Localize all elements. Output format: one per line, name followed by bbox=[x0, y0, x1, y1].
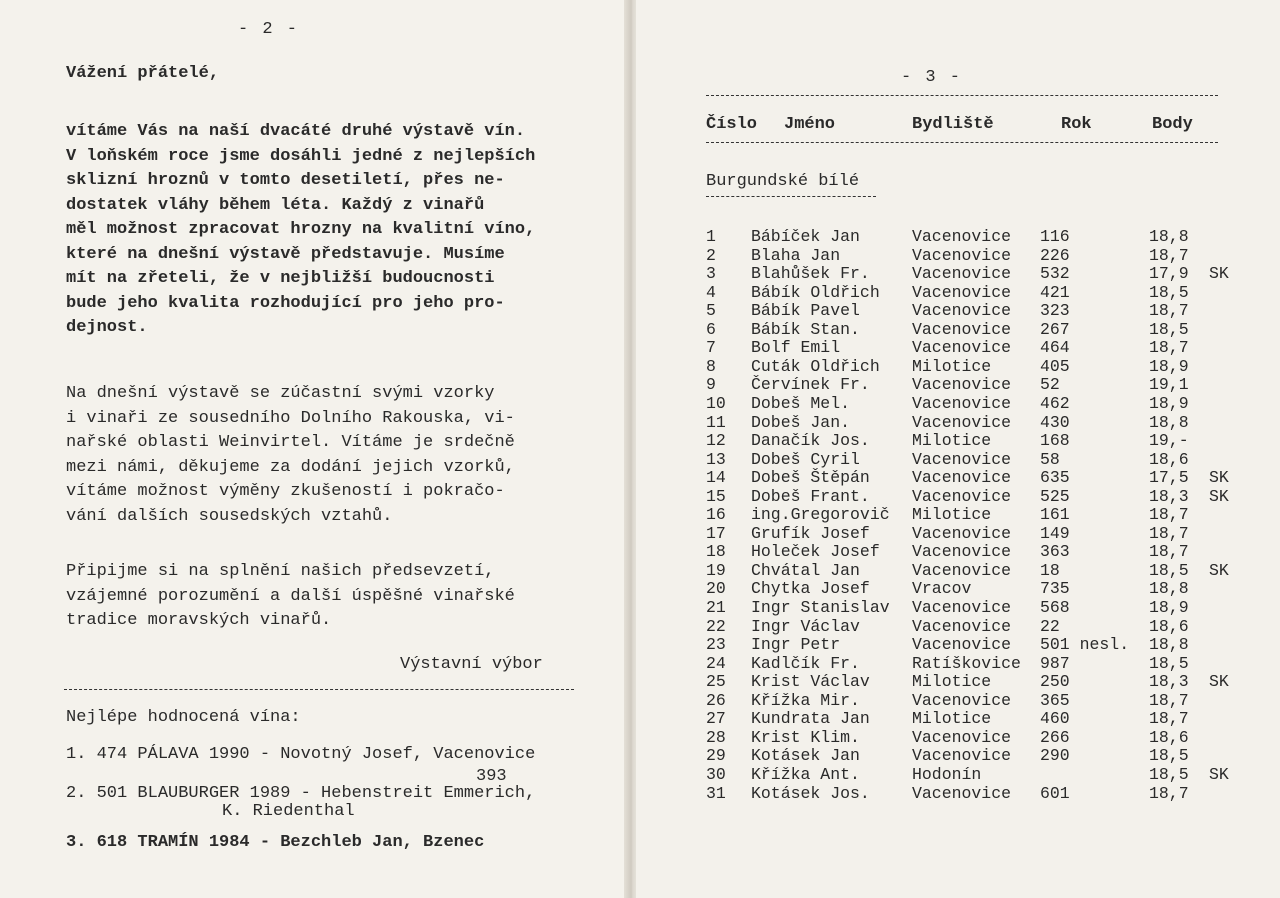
score: 18,5 bbox=[1149, 282, 1189, 302]
sample-number: 525 bbox=[1040, 486, 1070, 506]
exhibitor-name: Dobeš Štěpán bbox=[751, 468, 870, 488]
paragraph-1 bbox=[66, 120, 606, 341]
exhibitor-name: Křížka Mir. bbox=[751, 690, 860, 710]
sample-number: 22 bbox=[1040, 616, 1060, 636]
exhibitor-name: Ingr Stanislav bbox=[751, 598, 890, 617]
residence: Vacenovice bbox=[912, 468, 1012, 488]
entry-number: 13 bbox=[706, 449, 726, 469]
residence: Milotice bbox=[912, 709, 992, 729]
sample-number: 290 bbox=[1040, 746, 1070, 766]
sample-number: 52 bbox=[1040, 375, 1060, 395]
entry-number: 28 bbox=[706, 727, 726, 747]
score: 18,9 bbox=[1149, 598, 1189, 617]
residence: Milotice bbox=[912, 672, 992, 692]
note: SK bbox=[1209, 672, 1229, 692]
exhibitor-name: Bábík Pavel bbox=[751, 301, 860, 321]
residence: Vacenovice bbox=[912, 245, 1012, 265]
sample-number: 430 bbox=[1040, 412, 1070, 432]
para1-line: dejnost. bbox=[66, 318, 148, 337]
sample-number: 266 bbox=[1040, 727, 1070, 747]
entry-number: 14 bbox=[706, 468, 726, 488]
para1-line: které na dnešní výstavě představuje. Musíme bbox=[66, 244, 505, 264]
residence: Vacenovice bbox=[912, 393, 1012, 413]
note: SK bbox=[1209, 560, 1229, 580]
score: 19,1 bbox=[1149, 375, 1189, 395]
entry-number: 7 bbox=[706, 338, 716, 358]
sample-number: 365 bbox=[1040, 690, 1070, 710]
residence: Milotice bbox=[912, 356, 992, 376]
sample-number: 168 bbox=[1040, 431, 1070, 451]
para2-line: vítáme možnost výměny zkušeností i pokračo- bbox=[66, 482, 505, 501]
score: 18,5 bbox=[1149, 653, 1189, 673]
entry-number: 19 bbox=[706, 560, 726, 580]
exhibitor-name: Kotásek Jos. bbox=[751, 783, 870, 803]
exhibitor-name: Kotásek Jan bbox=[751, 746, 860, 766]
score: 17,5 bbox=[1149, 468, 1189, 488]
para1-line: bude jeho kvalita rozhodující pro jeho pro- bbox=[66, 293, 505, 313]
best-wine-3: 3. 618 TRAMÍN 1984 - Bezchleb Jan, Bzenec bbox=[66, 833, 485, 852]
para1-line: V loňském roce jsme dosáhli jedné z nejlepších bbox=[66, 146, 536, 166]
para1-line: mít na zřeteli, že v nejbližší budoucnosti bbox=[66, 269, 495, 288]
entry-number: 29 bbox=[706, 746, 726, 766]
para3-line: vzájemné porozumění a další úspěšné vinařské bbox=[66, 586, 515, 606]
sample-number: 501 nesl. bbox=[1040, 635, 1130, 655]
score: 18,8 bbox=[1149, 579, 1189, 599]
note: SK bbox=[1209, 486, 1229, 506]
residence: Vacenovice bbox=[912, 635, 1012, 655]
score: 18,8 bbox=[1149, 412, 1189, 432]
score: 18,7 bbox=[1149, 783, 1189, 803]
exhibitor-name: ing.Gregorovič bbox=[751, 505, 890, 525]
note: SK bbox=[1209, 264, 1229, 284]
residence: Vacenovice bbox=[912, 783, 1012, 803]
residence: Vacenovice bbox=[912, 375, 1012, 395]
entry-number: 17 bbox=[706, 523, 726, 543]
entry-number: 31 bbox=[706, 783, 726, 803]
residence: Vacenovice bbox=[912, 338, 1012, 358]
exhibitor-name: Bolf Emil bbox=[751, 338, 841, 358]
exhibitor-name: Ingr Petr bbox=[751, 635, 841, 655]
para1-line: sklizní hroznů v tomto desetiletí, přes ne- bbox=[66, 171, 505, 190]
residence: Vacenovice bbox=[912, 264, 1012, 284]
residence: Milotice bbox=[912, 431, 992, 451]
best-wine-2-cont: K. Riedenthal bbox=[222, 802, 355, 821]
exhibitor-name: Krist Václav bbox=[751, 672, 870, 692]
residence: Vacenovice bbox=[912, 598, 1012, 617]
sample-number: 568 bbox=[1040, 598, 1070, 617]
best-wine-1-cont: 393 bbox=[476, 767, 507, 786]
score: 18,3 bbox=[1149, 486, 1189, 506]
sample-number: 250 bbox=[1040, 672, 1070, 692]
sample-number: 462 bbox=[1040, 393, 1070, 413]
exhibitor-name: Chvátal Jan bbox=[751, 560, 860, 580]
sample-number: 464 bbox=[1040, 338, 1070, 358]
best-wine-1: 1. 474 PÁLAVA 1990 - Novotný Josef, Vacenovice bbox=[66, 745, 536, 764]
page-number-right: - 3 - bbox=[901, 68, 963, 87]
entry-number: 11 bbox=[706, 412, 726, 432]
exhibitor-name: Danačík Jos. bbox=[751, 431, 870, 451]
para1-line: měl možnost zpracovat hrozny na kvalitní víno, bbox=[66, 220, 536, 239]
exhibitor-name: Bábík Stan. bbox=[751, 319, 860, 339]
score: 18,6 bbox=[1149, 616, 1189, 636]
right-page bbox=[636, 0, 1280, 898]
score: 18,8 bbox=[1149, 227, 1189, 246]
score: 18,7 bbox=[1149, 709, 1189, 729]
entry-number: 21 bbox=[706, 598, 726, 617]
entry-number: 24 bbox=[706, 653, 726, 673]
residence: Vacenovice bbox=[912, 412, 1012, 432]
sample-number: 421 bbox=[1040, 282, 1070, 302]
residence: Vacenovice bbox=[912, 690, 1012, 710]
residence: Ratíškovice bbox=[912, 653, 1021, 673]
table-rule-header bbox=[706, 142, 1218, 143]
header-name: Jméno bbox=[784, 115, 836, 134]
sample-number: 116 bbox=[1040, 227, 1070, 246]
sample-number: 405 bbox=[1040, 356, 1070, 376]
entry-number: 4 bbox=[706, 282, 716, 302]
entry-number: 25 bbox=[706, 672, 726, 692]
divider-rule bbox=[64, 689, 574, 690]
residence: Vacenovice bbox=[912, 486, 1012, 506]
section-underline bbox=[706, 196, 876, 197]
entry-number: 26 bbox=[706, 690, 726, 710]
residence: Vacenovice bbox=[912, 727, 1012, 747]
exhibitor-name: Ingr Václav bbox=[751, 616, 860, 636]
sample-number: 532 bbox=[1040, 264, 1070, 284]
para2-line: mezi námi, děkujeme za dodání jejich vzorků, bbox=[66, 457, 515, 477]
para2-line: nařské oblasti Weinvirtel. Vítáme je srdečně bbox=[66, 433, 515, 452]
sample-number: 460 bbox=[1040, 709, 1070, 729]
para2-line: Na dnešní výstavě se zúčastní svými vzorky bbox=[66, 384, 495, 403]
sample-number: 267 bbox=[1040, 319, 1070, 339]
score: 18,6 bbox=[1149, 449, 1189, 469]
exhibitor-name: Blahůšek Fr. bbox=[751, 264, 870, 284]
score: 17,9 bbox=[1149, 264, 1189, 284]
score: 18,9 bbox=[1149, 393, 1189, 413]
para2-line: i vinaři ze sousedního Dolního Rakouska, vi- bbox=[66, 408, 515, 428]
sample-number: 323 bbox=[1040, 301, 1070, 321]
score: 18,7 bbox=[1149, 690, 1189, 710]
exhibitor-name: Kadlčík Fr. bbox=[751, 653, 860, 673]
sample-number: 601 bbox=[1040, 783, 1070, 803]
score: 18,7 bbox=[1149, 245, 1189, 265]
exhibitor-name: Cuták Oldřich bbox=[751, 356, 880, 376]
entry-number: 10 bbox=[706, 393, 726, 413]
sample-number: 363 bbox=[1040, 542, 1070, 562]
score: 18,7 bbox=[1149, 301, 1189, 321]
note: SK bbox=[1209, 764, 1229, 784]
residence: Vacenovice bbox=[912, 523, 1012, 543]
residence: Hodonín bbox=[912, 764, 982, 784]
header-num: Číslo bbox=[706, 115, 758, 134]
best-wines-title: Nejlépe hodnocená vína: bbox=[66, 708, 301, 727]
exhibitor-name: Červínek Fr. bbox=[751, 375, 870, 395]
entry-number: 22 bbox=[706, 616, 726, 636]
sample-number: 58 bbox=[1040, 449, 1060, 469]
score: 18,5 bbox=[1149, 319, 1189, 339]
score: 18,7 bbox=[1149, 542, 1189, 562]
para1-line: vítáme Vás na naší dvacáté druhé výstavě vín. bbox=[66, 122, 526, 141]
score: 18,3 bbox=[1149, 672, 1189, 692]
sample-number: 149 bbox=[1040, 523, 1070, 543]
para3-line: Připijme si na splnění našich předsevzetí, bbox=[66, 562, 495, 581]
score: 18,7 bbox=[1149, 338, 1189, 358]
sample-number: 18 bbox=[1040, 560, 1060, 580]
exhibitor-name: Dobeš Cyril bbox=[751, 449, 860, 469]
header-body: Body bbox=[1152, 115, 1193, 134]
header-place: Bydliště bbox=[912, 115, 994, 134]
para2-line: vání dalších sousedských vztahů. bbox=[66, 506, 393, 526]
signature: Výstavní výbor bbox=[400, 655, 543, 674]
residence: Vacenovice bbox=[912, 227, 1012, 246]
score: 18,6 bbox=[1149, 727, 1189, 747]
residence: Vacenovice bbox=[912, 301, 1012, 321]
best-wine-2: 2. 501 BLAUBURGER 1989 - Hebenstreit Emmerich, bbox=[66, 784, 536, 803]
score: 18,5 bbox=[1149, 560, 1189, 580]
exhibitor-name: Krist Klim. bbox=[751, 727, 860, 747]
entry-number: 6 bbox=[706, 319, 716, 339]
exhibitor-name: Bábík Oldřich bbox=[751, 282, 880, 302]
exhibitor-name: Chytka Josef bbox=[751, 579, 870, 599]
residence: Milotice bbox=[912, 505, 992, 525]
residence: Vracov bbox=[912, 579, 972, 599]
score: 18,7 bbox=[1149, 505, 1189, 525]
entry-number: 16 bbox=[706, 505, 726, 525]
entry-number: 15 bbox=[706, 486, 726, 506]
left-page bbox=[0, 0, 628, 898]
exhibitor-name: Dobeš Jan. bbox=[751, 412, 851, 432]
entry-number: 8 bbox=[706, 356, 716, 376]
entry-number: 3 bbox=[706, 264, 716, 284]
score: 19,- bbox=[1149, 431, 1189, 451]
exhibitor-name: Bábíček Jan bbox=[751, 227, 860, 246]
section-title: Burgundské bílé bbox=[706, 172, 860, 191]
residence: Vacenovice bbox=[912, 449, 1012, 469]
exhibitor-name: Holeček Josef bbox=[751, 542, 880, 562]
note: SK bbox=[1209, 468, 1229, 488]
residence: Vacenovice bbox=[912, 746, 1012, 766]
paragraph-3 bbox=[66, 560, 606, 634]
greeting: Vážení přátelé, bbox=[66, 64, 220, 83]
sample-number: 735 bbox=[1040, 579, 1070, 599]
entry-number: 20 bbox=[706, 579, 726, 599]
entry-number: 12 bbox=[706, 431, 726, 451]
table-rule-top bbox=[706, 95, 1218, 96]
header-rok: Rok bbox=[1061, 115, 1092, 134]
sample-number: 987 bbox=[1040, 653, 1070, 673]
entry-number: 18 bbox=[706, 542, 726, 562]
sample-number: 635 bbox=[1040, 468, 1070, 488]
para3-line: tradice moravských vinařů. bbox=[66, 611, 332, 630]
score: 18,9 bbox=[1149, 356, 1189, 376]
exhibitor-name: Křížka Ant. bbox=[751, 764, 860, 784]
score: 18,5 bbox=[1149, 764, 1189, 784]
residence: Vacenovice bbox=[912, 282, 1012, 302]
entry-number: 30 bbox=[706, 764, 726, 784]
residence: Vacenovice bbox=[912, 560, 1012, 580]
exhibitor-name: Dobeš Mel. bbox=[751, 393, 851, 413]
entry-number: 9 bbox=[706, 375, 716, 395]
entry-number: 5 bbox=[706, 301, 716, 321]
page-number-left: - 2 - bbox=[238, 20, 300, 39]
entry-number: 23 bbox=[706, 635, 726, 655]
exhibitor-name: Blaha Jan bbox=[751, 245, 841, 265]
score: 18,8 bbox=[1149, 635, 1189, 655]
exhibitor-name: Grufík Josef bbox=[751, 523, 870, 543]
paragraph-2 bbox=[66, 382, 606, 529]
residence: Vacenovice bbox=[912, 616, 1012, 636]
residence: Vacenovice bbox=[912, 319, 1012, 339]
exhibitor-name: Dobeš Frant. bbox=[751, 486, 870, 506]
sample-number: 161 bbox=[1040, 505, 1070, 525]
entry-number: 2 bbox=[706, 245, 716, 265]
score: 18,7 bbox=[1149, 523, 1189, 543]
entry-number: 1 bbox=[706, 227, 716, 246]
exhibitor-name: Kundrata Jan bbox=[751, 709, 870, 729]
entry-number: 27 bbox=[706, 709, 726, 729]
score: 18,5 bbox=[1149, 746, 1189, 766]
para1-line: dostatek vláhy během léta. Každý z vinařů bbox=[66, 195, 485, 215]
sample-number: 226 bbox=[1040, 245, 1070, 265]
residence: Vacenovice bbox=[912, 542, 1012, 562]
